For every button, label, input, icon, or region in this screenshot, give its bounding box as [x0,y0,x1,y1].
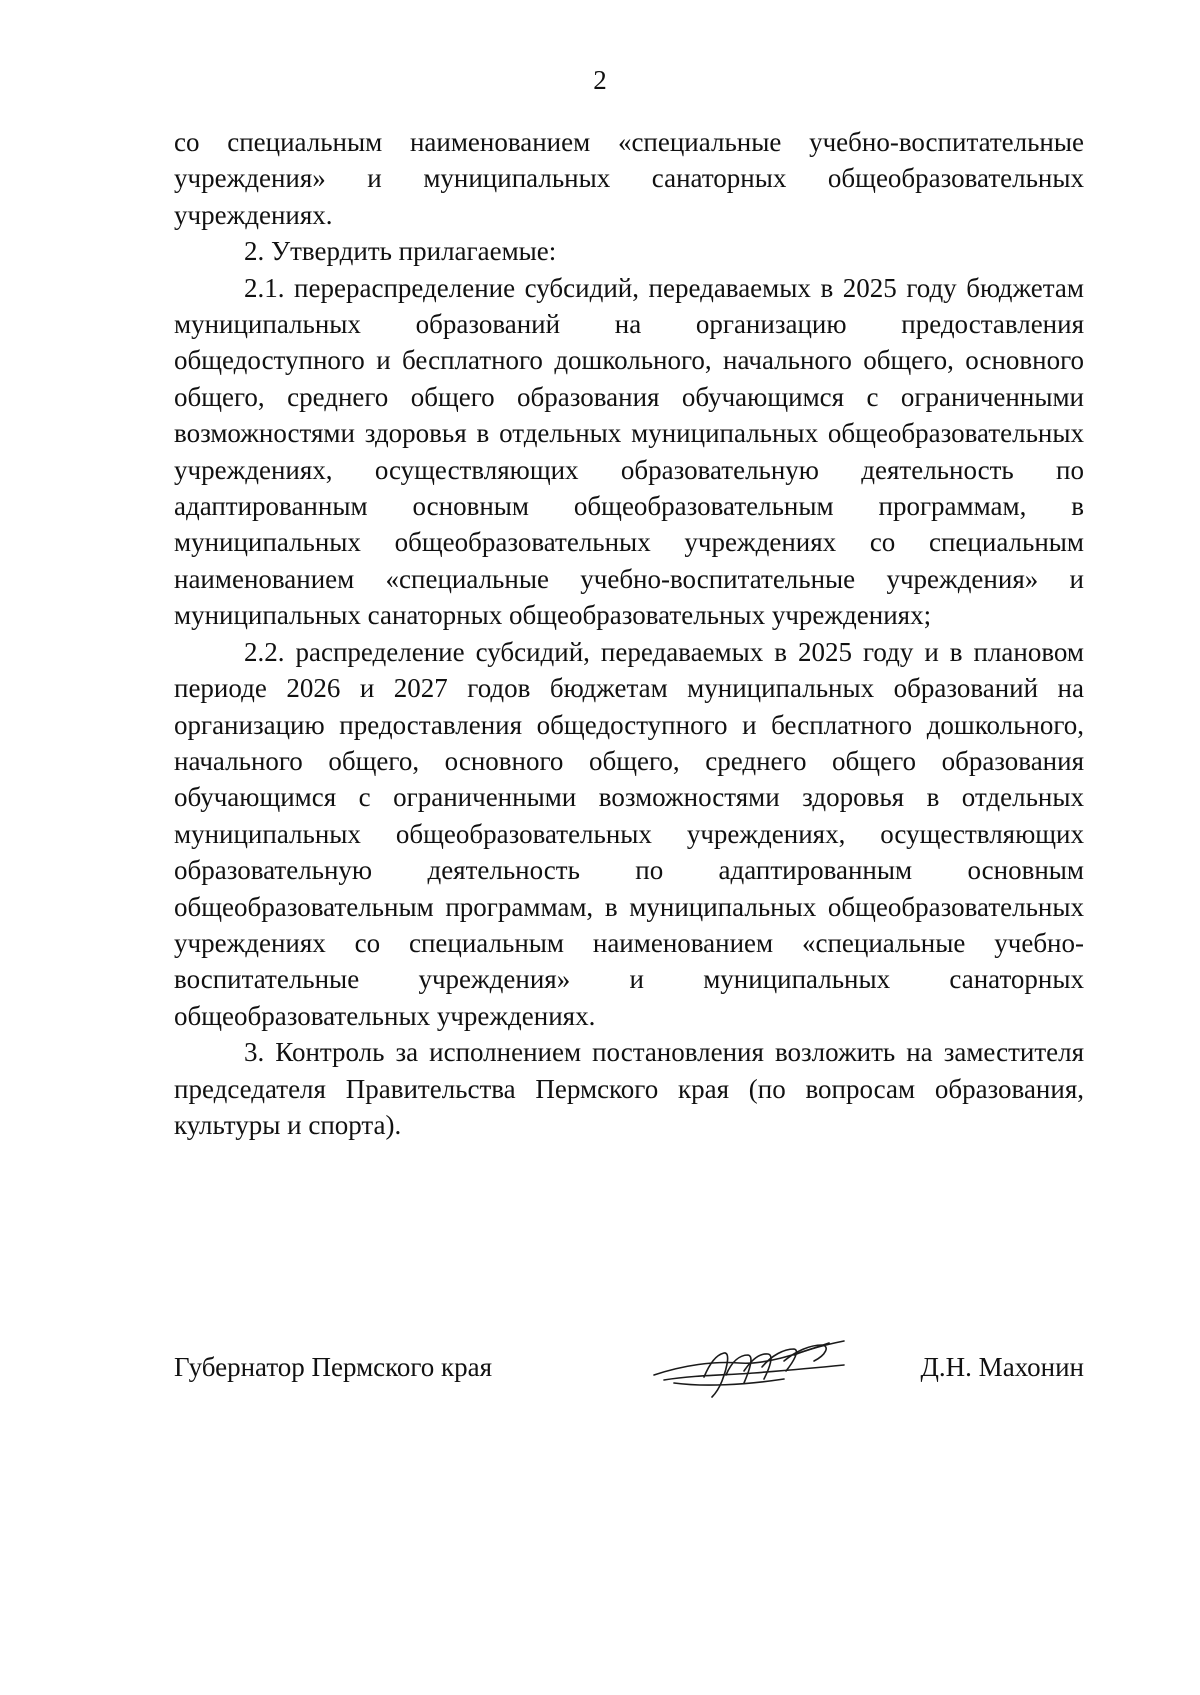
page-number: 2 [593,65,607,95]
paragraph-item-2-2: 2.2. распределение субсидий, передаваемых в 2025 году и в плановом периоде 2026 и 2027 годов бюджетам муниципальных образований на организацию предоставления общедоступного и бесплатного дошкольного, начального общего, основного общего, среднего общего образования обучающимся с ограниченными возможностями здоровья в отдельных муниципальных общеобразовательных учреждениях, осуществляющих образовательную деятельность по адаптированным основным общеобразовательным программам, в муниципальных общеобразовательных учреждениях со специальным наименованием «специальные учебно-воспитательные учреждения» и муниципальных санаторных общеобразовательных учреждениях. [174,636,1084,1031]
paragraph-item-2-1: 2.1. перераспределение субсидий, передаваемых в 2025 году бюджетам муниципальных образований на организацию предоставления общедоступного и бесплатного дошкольного, начального общего, основного общего, среднего общего образования обучающимся с ограниченными возможностями здоровья в отдельных муниципальных общеобразовательных учреждениях, осуществляющих образовательную деятельность по адаптированным основным общеобразовательным программам, в муниципальных общеобразовательных учреждениях со специальным наименованием «специальные учебно-воспитательные учреждения» и муниципальных санаторных общеобразовательных учреждениях; [174,272,1084,631]
signature-block [174,1345,1084,1415]
signatory-position: Губернатор Пермского края [174,1352,493,1382]
handwritten-signature [644,1325,864,1405]
paragraph-item-3: 3. Контроль за исполнением постановления возложить на заместителя председателя Правительства Пермского края (по вопросам образования, культуры и спорта). [174,1037,1084,1140]
paragraph-approve-heading: 2. Утвердить прилагаемые: [244,236,557,267]
signatory-name: Д.Н. Махонин [920,1352,1084,1382]
paragraph-continuation: со специальным наименованием «специальные учебно-воспитательные учреждения» и муниципальных санаторных общеобразовательных учреждениях. [174,127,1084,230]
document-body [174,124,1084,1143]
